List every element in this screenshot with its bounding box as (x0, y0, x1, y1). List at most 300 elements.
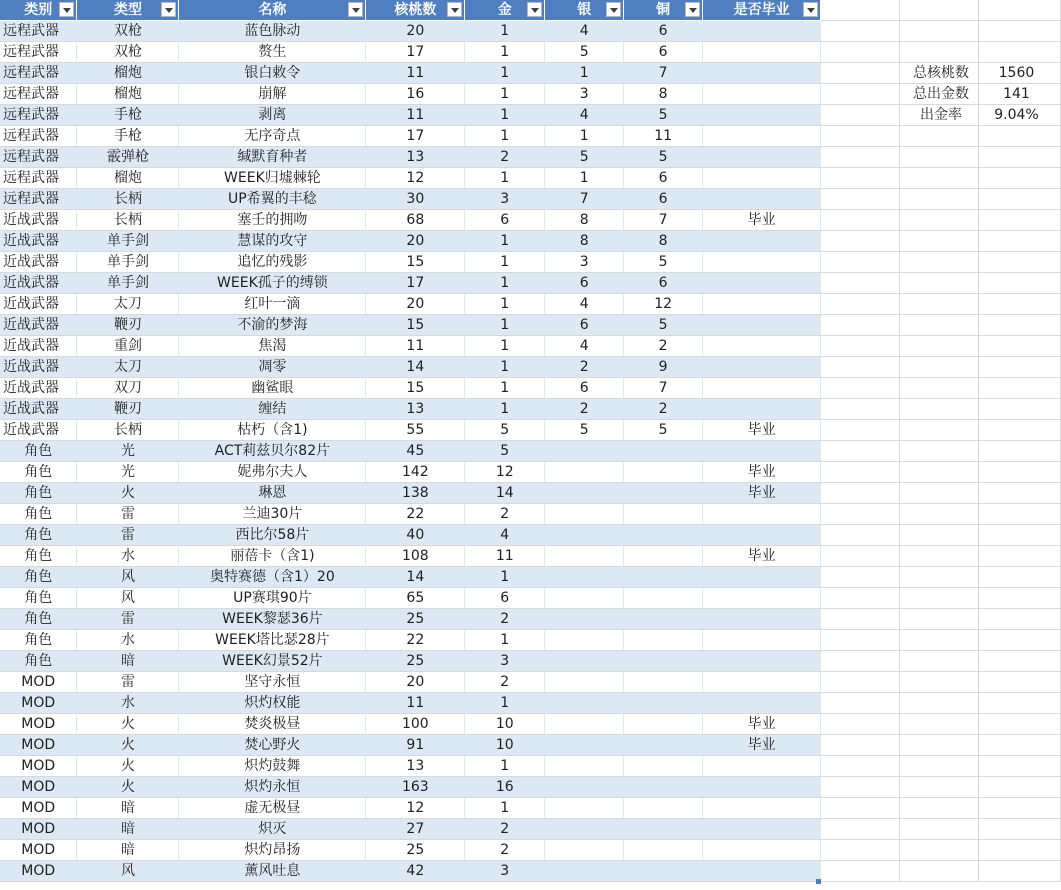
cell-category[interactable]: MOD (0, 861, 77, 882)
cell-gold[interactable]: 2 (465, 840, 545, 861)
cell-silver[interactable]: 1 (545, 126, 624, 147)
cell-walnut-count[interactable]: 17 (366, 273, 465, 294)
cell-graduated[interactable] (703, 105, 821, 126)
empty-cell[interactable] (821, 357, 900, 378)
cell-type[interactable]: 水 (77, 693, 179, 714)
empty-cell[interactable] (978, 357, 1060, 378)
empty-cell[interactable] (821, 378, 900, 399)
cell-type[interactable]: 雷 (77, 504, 179, 525)
cell-gold[interactable]: 2 (465, 609, 545, 630)
cell-category[interactable]: 角色 (0, 630, 77, 651)
empty-cell[interactable] (978, 693, 1060, 714)
cell-type[interactable]: 光 (77, 462, 179, 483)
cell-graduated[interactable] (703, 42, 821, 63)
empty-cell[interactable] (978, 588, 1060, 609)
cell-copper[interactable] (624, 819, 703, 840)
cell-graduated[interactable] (703, 651, 821, 672)
cell-type[interactable]: 太刀 (77, 357, 179, 378)
cell-name[interactable]: 枯朽（含1) (179, 420, 366, 441)
cell-name[interactable]: 薰风吐息 (179, 861, 366, 882)
cell-category[interactable]: 角色 (0, 462, 77, 483)
empty-cell[interactable] (899, 189, 978, 210)
cell-copper[interactable] (624, 840, 703, 861)
column-header-type[interactable] (77, 0, 179, 21)
empty-cell[interactable] (821, 777, 900, 798)
empty-cell[interactable] (978, 462, 1060, 483)
cell-silver[interactable]: 3 (545, 252, 624, 273)
cell-category[interactable]: 角色 (0, 525, 77, 546)
empty-cell[interactable] (978, 231, 1060, 252)
cell-silver[interactable]: 6 (545, 315, 624, 336)
empty-cell[interactable] (821, 21, 900, 42)
cell-copper[interactable] (624, 798, 703, 819)
cell-silver[interactable] (545, 462, 624, 483)
empty-cell[interactable] (978, 378, 1060, 399)
empty-cell[interactable] (978, 735, 1060, 756)
cell-silver[interactable] (545, 672, 624, 693)
cell-copper[interactable]: 7 (624, 378, 703, 399)
cell-category[interactable]: 近战武器 (0, 378, 77, 399)
cell-silver[interactable]: 4 (545, 336, 624, 357)
cell-silver[interactable]: 1 (545, 63, 624, 84)
cell-walnut-count[interactable]: 25 (366, 651, 465, 672)
cell-graduated[interactable] (703, 777, 821, 798)
empty-cell[interactable] (899, 546, 978, 567)
cell-copper[interactable]: 6 (624, 42, 703, 63)
empty-cell[interactable] (978, 294, 1060, 315)
cell-gold[interactable]: 3 (465, 651, 545, 672)
cell-type[interactable]: 手枪 (77, 126, 179, 147)
cell-graduated[interactable] (703, 630, 821, 651)
cell-type[interactable]: 雷 (77, 525, 179, 546)
empty-cell[interactable] (978, 756, 1060, 777)
cell-silver[interactable]: 8 (545, 210, 624, 231)
empty-cell[interactable] (899, 0, 978, 21)
cell-walnut-count[interactable]: 42 (366, 861, 465, 882)
cell-category[interactable]: 角色 (0, 588, 77, 609)
cell-category[interactable]: 近战武器 (0, 252, 77, 273)
empty-cell[interactable] (899, 714, 978, 735)
cell-graduated[interactable] (703, 294, 821, 315)
cell-type[interactable]: 重剑 (77, 336, 179, 357)
summary-label[interactable]: 出金率 (899, 105, 978, 126)
cell-category[interactable]: 远程武器 (0, 105, 77, 126)
cell-walnut-count[interactable]: 22 (366, 504, 465, 525)
summary-label[interactable]: 总出金数 (899, 84, 978, 105)
cell-category[interactable]: MOD (0, 693, 77, 714)
cell-graduated[interactable] (703, 378, 821, 399)
cell-gold[interactable]: 1 (465, 42, 545, 63)
cell-name[interactable]: WEEK幻景52片 (179, 651, 366, 672)
cell-gold[interactable]: 6 (465, 588, 545, 609)
cell-walnut-count[interactable]: 22 (366, 630, 465, 651)
empty-cell[interactable] (978, 609, 1060, 630)
empty-cell[interactable] (978, 399, 1060, 420)
cell-copper[interactable]: 5 (624, 252, 703, 273)
summary-value[interactable]: 9.04% (978, 105, 1060, 126)
empty-cell[interactable] (899, 567, 978, 588)
column-header-copper[interactable] (624, 0, 703, 21)
cell-walnut-count[interactable]: 68 (366, 210, 465, 231)
empty-cell[interactable] (899, 483, 978, 504)
empty-cell[interactable] (978, 420, 1060, 441)
cell-type[interactable]: 长柄 (77, 189, 179, 210)
empty-cell[interactable] (821, 714, 900, 735)
cell-graduated[interactable] (703, 588, 821, 609)
cell-copper[interactable]: 6 (624, 273, 703, 294)
cell-copper[interactable] (624, 462, 703, 483)
cell-category[interactable]: MOD (0, 672, 77, 693)
cell-category[interactable]: MOD (0, 714, 77, 735)
empty-cell[interactable] (899, 357, 978, 378)
cell-graduated[interactable] (703, 315, 821, 336)
cell-walnut-count[interactable]: 45 (366, 441, 465, 462)
empty-cell[interactable] (899, 609, 978, 630)
cell-copper[interactable]: 6 (624, 21, 703, 42)
cell-copper[interactable] (624, 441, 703, 462)
empty-cell[interactable] (821, 168, 900, 189)
cell-gold[interactable]: 1 (465, 315, 545, 336)
filter-dropdown-icon[interactable] (59, 2, 74, 17)
cell-type[interactable]: 霰弹枪 (77, 147, 179, 168)
cell-name[interactable]: 塞壬的拥吻 (179, 210, 366, 231)
cell-gold[interactable]: 16 (465, 777, 545, 798)
cell-category[interactable]: 角色 (0, 651, 77, 672)
cell-gold[interactable]: 1 (465, 126, 545, 147)
empty-cell[interactable] (899, 630, 978, 651)
cell-walnut-count[interactable]: 12 (366, 798, 465, 819)
empty-cell[interactable] (821, 567, 900, 588)
cell-copper[interactable]: 11 (624, 126, 703, 147)
cell-type[interactable]: 暗 (77, 840, 179, 861)
empty-cell[interactable] (899, 210, 978, 231)
empty-cell[interactable] (978, 252, 1060, 273)
cell-copper[interactable]: 5 (624, 105, 703, 126)
cell-walnut-count[interactable]: 25 (366, 609, 465, 630)
cell-walnut-count[interactable]: 55 (366, 420, 465, 441)
empty-cell[interactable] (978, 840, 1060, 861)
summary-value[interactable]: 1560 (978, 63, 1060, 84)
cell-name[interactable]: 虚无极昼 (179, 798, 366, 819)
cell-name[interactable]: 焦渴 (179, 336, 366, 357)
cell-category[interactable]: 近战武器 (0, 231, 77, 252)
cell-type[interactable]: 太刀 (77, 294, 179, 315)
cell-gold[interactable]: 1 (465, 168, 545, 189)
cell-type[interactable]: 暗 (77, 651, 179, 672)
cell-walnut-count[interactable]: 108 (366, 546, 465, 567)
column-header-graduated[interactable] (703, 0, 821, 21)
cell-copper[interactable]: 7 (624, 210, 703, 231)
empty-cell[interactable] (978, 315, 1060, 336)
cell-copper[interactable]: 8 (624, 84, 703, 105)
cell-category[interactable]: 角色 (0, 546, 77, 567)
cell-silver[interactable] (545, 798, 624, 819)
cell-walnut-count[interactable]: 20 (366, 294, 465, 315)
cell-type[interactable]: 风 (77, 861, 179, 882)
empty-cell[interactable] (978, 210, 1060, 231)
empty-cell[interactable] (899, 21, 978, 42)
summary-value[interactable]: 141 (978, 84, 1060, 105)
cell-category[interactable]: 远程武器 (0, 168, 77, 189)
empty-cell[interactable] (821, 441, 900, 462)
cell-copper[interactable] (624, 483, 703, 504)
empty-cell[interactable] (978, 777, 1060, 798)
cell-gold[interactable]: 2 (465, 819, 545, 840)
cell-graduated[interactable] (703, 567, 821, 588)
cell-graduated[interactable] (703, 525, 821, 546)
cell-walnut-count[interactable]: 91 (366, 735, 465, 756)
cell-gold[interactable]: 2 (465, 672, 545, 693)
cell-graduated[interactable] (703, 147, 821, 168)
empty-cell[interactable] (821, 588, 900, 609)
cell-walnut-count[interactable]: 17 (366, 126, 465, 147)
cell-name[interactable]: 赘生 (179, 42, 366, 63)
cell-silver[interactable] (545, 525, 624, 546)
cell-walnut-count[interactable]: 11 (366, 693, 465, 714)
cell-copper[interactable] (624, 777, 703, 798)
cell-type[interactable]: 风 (77, 567, 179, 588)
cell-type[interactable]: 鞭刃 (77, 399, 179, 420)
empty-cell[interactable] (821, 294, 900, 315)
cell-name[interactable]: WEEK黎瑟36片 (179, 609, 366, 630)
cell-type[interactable]: 双枪 (77, 21, 179, 42)
empty-cell[interactable] (978, 126, 1060, 147)
empty-cell[interactable] (978, 567, 1060, 588)
cell-category[interactable]: 角色 (0, 441, 77, 462)
cell-copper[interactable]: 9 (624, 357, 703, 378)
cell-gold[interactable]: 1 (465, 357, 545, 378)
cell-type[interactable]: 长柄 (77, 420, 179, 441)
cell-gold[interactable]: 4 (465, 525, 545, 546)
cell-graduated[interactable] (703, 672, 821, 693)
empty-cell[interactable] (821, 315, 900, 336)
cell-walnut-count[interactable]: 13 (366, 147, 465, 168)
cell-category[interactable]: MOD (0, 798, 77, 819)
cell-copper[interactable] (624, 630, 703, 651)
filter-dropdown-icon[interactable] (161, 2, 176, 17)
cell-gold[interactable]: 1 (465, 294, 545, 315)
cell-type[interactable]: 火 (77, 777, 179, 798)
cell-graduated[interactable] (703, 168, 821, 189)
empty-cell[interactable] (899, 273, 978, 294)
empty-cell[interactable] (899, 315, 978, 336)
cell-graduated[interactable] (703, 819, 821, 840)
empty-cell[interactable] (821, 273, 900, 294)
cell-name[interactable]: 蓝色脉动 (179, 21, 366, 42)
empty-cell[interactable] (899, 819, 978, 840)
empty-cell[interactable] (821, 756, 900, 777)
cell-walnut-count[interactable]: 20 (366, 21, 465, 42)
empty-cell[interactable] (899, 147, 978, 168)
empty-cell[interactable] (899, 777, 978, 798)
cell-category[interactable]: 远程武器 (0, 189, 77, 210)
cell-name[interactable]: 丽蓓卡（含1) (179, 546, 366, 567)
cell-name[interactable]: 西比尔58片 (179, 525, 366, 546)
cell-category[interactable]: 近战武器 (0, 294, 77, 315)
cell-gold[interactable]: 3 (465, 189, 545, 210)
cell-category[interactable]: MOD (0, 756, 77, 777)
cell-silver[interactable]: 3 (545, 84, 624, 105)
cell-graduated[interactable] (703, 441, 821, 462)
column-header-name[interactable] (179, 0, 366, 21)
cell-silver[interactable] (545, 567, 624, 588)
empty-cell[interactable] (821, 609, 900, 630)
cell-name[interactable]: 不渝的梦海 (179, 315, 366, 336)
cell-category[interactable]: 角色 (0, 567, 77, 588)
cell-name[interactable]: 炽灼昂扬 (179, 840, 366, 861)
empty-cell[interactable] (821, 210, 900, 231)
cell-walnut-count[interactable]: 13 (366, 399, 465, 420)
cell-copper[interactable] (624, 567, 703, 588)
cell-gold[interactable]: 1 (465, 63, 545, 84)
empty-cell[interactable] (821, 546, 900, 567)
cell-silver[interactable]: 2 (545, 399, 624, 420)
cell-walnut-count[interactable]: 142 (366, 462, 465, 483)
empty-cell[interactable] (821, 525, 900, 546)
empty-cell[interactable] (978, 336, 1060, 357)
cell-graduated[interactable]: 毕业 (703, 210, 821, 231)
cell-type[interactable]: 火 (77, 483, 179, 504)
cell-graduated[interactable]: 毕业 (703, 546, 821, 567)
cell-copper[interactable]: 2 (624, 336, 703, 357)
cell-name[interactable]: 凋零 (179, 357, 366, 378)
cell-name[interactable]: 无序奇点 (179, 126, 366, 147)
cell-silver[interactable] (545, 714, 624, 735)
cell-gold[interactable]: 14 (465, 483, 545, 504)
cell-copper[interactable]: 5 (624, 420, 703, 441)
cell-walnut-count[interactable]: 15 (366, 315, 465, 336)
cell-category[interactable]: 近战武器 (0, 357, 77, 378)
cell-gold[interactable]: 3 (465, 861, 545, 882)
empty-cell[interactable] (821, 0, 900, 21)
cell-silver[interactable] (545, 609, 624, 630)
empty-cell[interactable] (821, 231, 900, 252)
cell-copper[interactable]: 12 (624, 294, 703, 315)
empty-cell[interactable] (899, 441, 978, 462)
empty-cell[interactable] (899, 126, 978, 147)
cell-graduated[interactable] (703, 21, 821, 42)
cell-graduated[interactable] (703, 84, 821, 105)
cell-name[interactable]: WEEK塔比瑟28片 (179, 630, 366, 651)
empty-cell[interactable] (899, 399, 978, 420)
cell-type[interactable]: 暗 (77, 798, 179, 819)
cell-type[interactable]: 榴炮 (77, 84, 179, 105)
column-header-gold[interactable] (465, 0, 545, 21)
cell-type[interactable]: 长柄 (77, 210, 179, 231)
cell-gold[interactable]: 1 (465, 105, 545, 126)
empty-cell[interactable] (821, 735, 900, 756)
cell-graduated[interactable] (703, 63, 821, 84)
cell-gold[interactable]: 2 (465, 504, 545, 525)
cell-type[interactable]: 光 (77, 441, 179, 462)
cell-category[interactable]: MOD (0, 840, 77, 861)
cell-copper[interactable] (624, 672, 703, 693)
cell-gold[interactable]: 2 (465, 147, 545, 168)
column-header-walnut-count[interactable] (366, 0, 465, 21)
cell-name[interactable]: WEEK孤子的缚锁 (179, 273, 366, 294)
cell-graduated[interactable]: 毕业 (703, 735, 821, 756)
cell-name[interactable]: 兰迪30片 (179, 504, 366, 525)
cell-type[interactable]: 榴炮 (77, 168, 179, 189)
cell-copper[interactable] (624, 504, 703, 525)
cell-silver[interactable]: 4 (545, 21, 624, 42)
cell-name[interactable]: 银白敕令 (179, 63, 366, 84)
empty-cell[interactable] (821, 420, 900, 441)
cell-graduated[interactable] (703, 861, 821, 882)
empty-cell[interactable] (899, 672, 978, 693)
cell-type[interactable]: 水 (77, 630, 179, 651)
cell-silver[interactable]: 5 (545, 42, 624, 63)
empty-cell[interactable] (821, 63, 900, 84)
cell-type[interactable]: 单手剑 (77, 252, 179, 273)
empty-cell[interactable] (978, 168, 1060, 189)
cell-category[interactable]: 角色 (0, 483, 77, 504)
cell-copper[interactable]: 5 (624, 147, 703, 168)
cell-type[interactable]: 暗 (77, 819, 179, 840)
filter-dropdown-icon[interactable] (527, 2, 542, 17)
empty-cell[interactable] (821, 399, 900, 420)
cell-graduated[interactable] (703, 693, 821, 714)
empty-cell[interactable] (978, 273, 1060, 294)
empty-cell[interactable] (978, 525, 1060, 546)
cell-silver[interactable]: 4 (545, 105, 624, 126)
cell-walnut-count[interactable]: 11 (366, 336, 465, 357)
cell-name[interactable]: 炽灼永恒 (179, 777, 366, 798)
empty-cell[interactable] (821, 672, 900, 693)
cell-copper[interactable] (624, 609, 703, 630)
cell-silver[interactable] (545, 588, 624, 609)
empty-cell[interactable] (821, 798, 900, 819)
cell-walnut-count[interactable]: 25 (366, 840, 465, 861)
cell-graduated[interactable] (703, 126, 821, 147)
cell-gold[interactable]: 1 (465, 630, 545, 651)
cell-gold[interactable]: 1 (465, 252, 545, 273)
cell-copper[interactable] (624, 861, 703, 882)
empty-cell[interactable] (899, 756, 978, 777)
cell-graduated[interactable] (703, 399, 821, 420)
empty-cell[interactable] (978, 819, 1060, 840)
empty-cell[interactable] (978, 630, 1060, 651)
cell-silver[interactable] (545, 861, 624, 882)
cell-gold[interactable]: 1 (465, 693, 545, 714)
cell-type[interactable]: 风 (77, 588, 179, 609)
cell-type[interactable]: 鞭刃 (77, 315, 179, 336)
empty-cell[interactable] (821, 504, 900, 525)
cell-copper[interactable] (624, 714, 703, 735)
cell-category[interactable]: 角色 (0, 609, 77, 630)
cell-walnut-count[interactable]: 11 (366, 63, 465, 84)
cell-type[interactable]: 双枪 (77, 42, 179, 63)
cell-graduated[interactable] (703, 756, 821, 777)
cell-category[interactable]: 远程武器 (0, 147, 77, 168)
empty-cell[interactable] (821, 42, 900, 63)
empty-cell[interactable] (899, 252, 978, 273)
cell-name[interactable]: 炽灭 (179, 819, 366, 840)
empty-cell[interactable] (978, 504, 1060, 525)
cell-gold[interactable]: 5 (465, 420, 545, 441)
cell-gold[interactable]: 1 (465, 756, 545, 777)
cell-silver[interactable] (545, 504, 624, 525)
empty-cell[interactable] (899, 168, 978, 189)
cell-walnut-count[interactable]: 20 (366, 672, 465, 693)
cell-walnut-count[interactable]: 40 (366, 525, 465, 546)
cell-category[interactable]: 近战武器 (0, 273, 77, 294)
empty-cell[interactable] (899, 861, 978, 882)
cell-name[interactable]: 剥离 (179, 105, 366, 126)
cell-name[interactable]: 琳恩 (179, 483, 366, 504)
cell-name[interactable]: WEEK归墟棘轮 (179, 168, 366, 189)
cell-graduated[interactable] (703, 798, 821, 819)
